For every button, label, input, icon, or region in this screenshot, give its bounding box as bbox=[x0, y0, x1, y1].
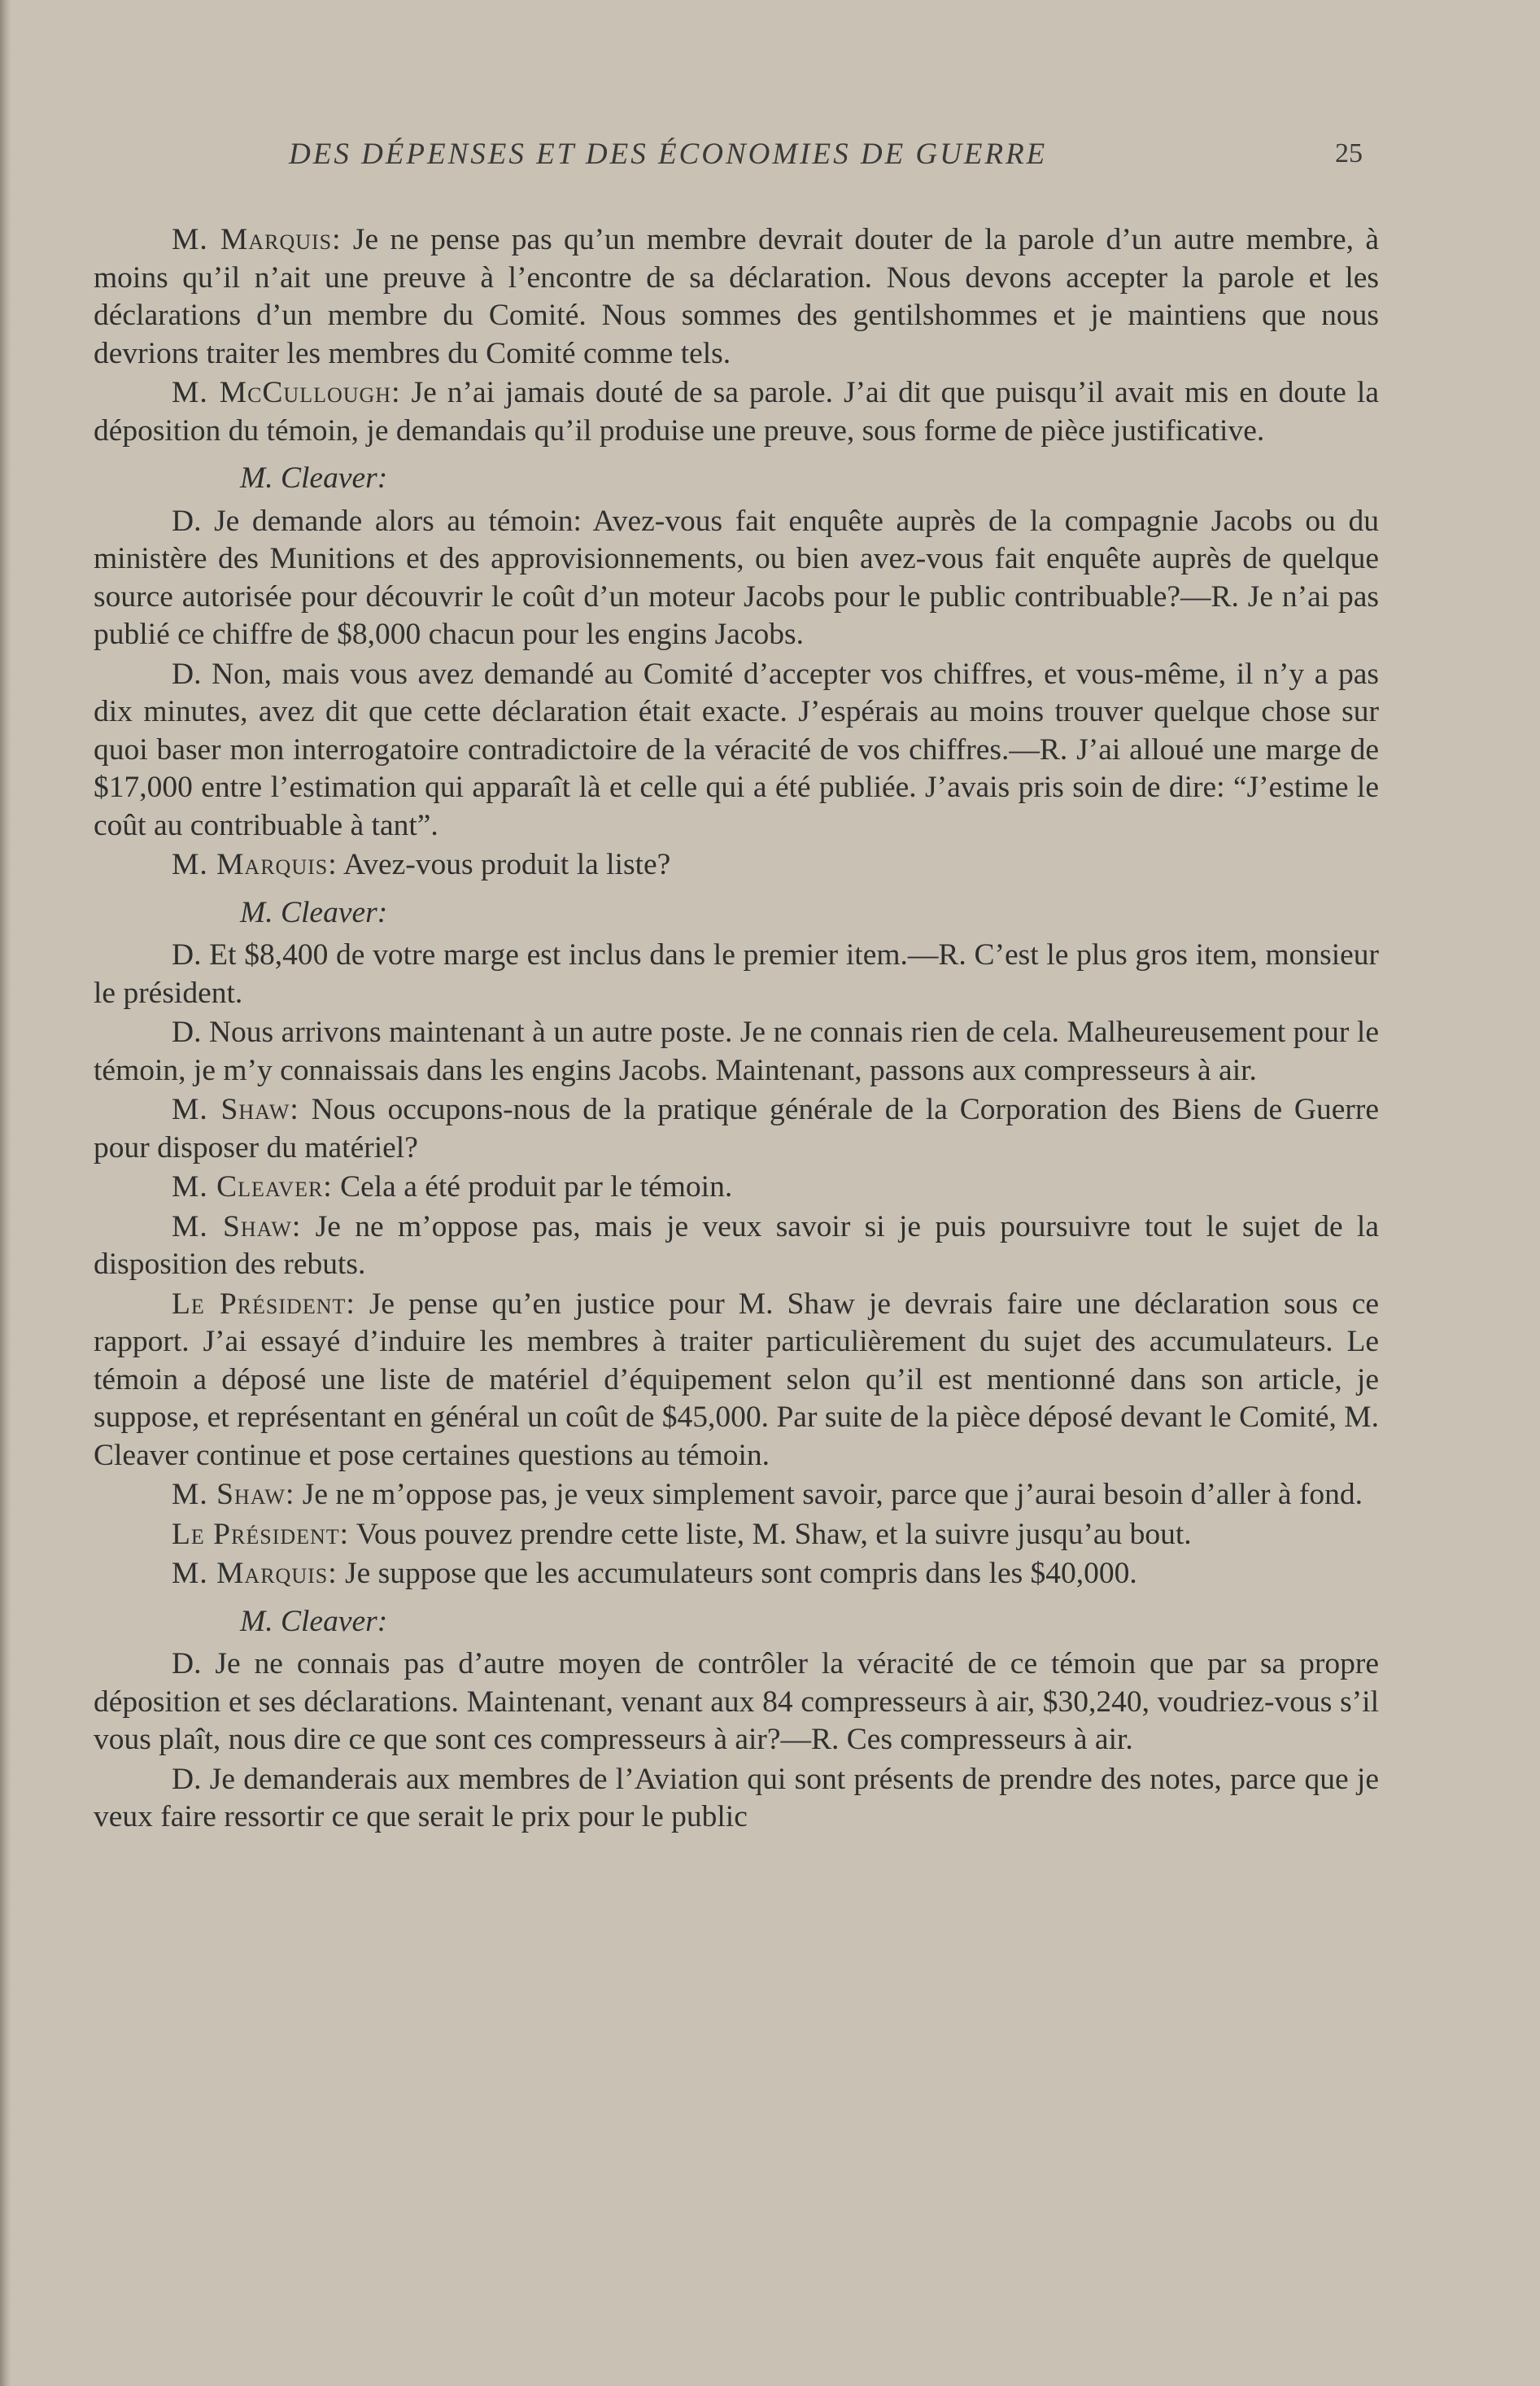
paragraph: D. Non, mais vous avez demandé au Comité d’accepter vos chiffres, et vous-même, il n’y a pas dix minutes, avez dit que cette déclaration était exacte. J’espérais au moins trouver quelque chose sur quoi baser mon interrogatoire contradictoire de la véracité de vos chiffres.—R. J’ai alloué une marge de $17,000 entre l’estimation qui apparaît là et celle qui a été publiée. J’avais pris soin de dire: “J’estime le coût au contribuable à tant”. bbox=[94, 657, 1379, 842]
section-label: M. Cleaver: bbox=[240, 1604, 388, 1638]
speaker-name: M. Marquis: bbox=[172, 223, 342, 256]
paragraph-text: Cela a été produit par le témoin. bbox=[332, 1170, 733, 1204]
paragraph-text: Je suppose que les accumulateurs sont compris dans les $40,000. bbox=[337, 1557, 1137, 1590]
paragraph bbox=[94, 1169, 1379, 1207]
paragraph bbox=[94, 1091, 1379, 1167]
paragraph: D. Et $8,400 de votre marge est inclus dans le premier item.—R. C’est le plus gros item, monsieur le président. bbox=[94, 938, 1379, 1010]
section-label: M. Cleaver: bbox=[240, 895, 388, 929]
speaker-name: Le Président: bbox=[172, 1287, 356, 1321]
paragraph bbox=[94, 1208, 1379, 1284]
paragraph bbox=[94, 374, 1379, 450]
paragraph bbox=[94, 1286, 1379, 1475]
paragraph bbox=[94, 221, 1379, 373]
paragraph-text: Je n’ai jamais douté de sa parole. J’ai dit que puisqu’il avait mis en doute la déposition du témoin, je demandais qu’il produise une preuve, sous forme de pièce justificative. bbox=[94, 376, 1379, 448]
paragraph-text: Avez-vous produit la liste? bbox=[337, 848, 671, 881]
speaker-name: M. Cleaver: bbox=[172, 1170, 333, 1204]
speaker-name: M. Shaw: bbox=[172, 1209, 302, 1243]
running-title: DES DÉPENSES ET DES ÉCONOMIES DE GUERRE bbox=[289, 138, 1048, 171]
paragraph-text: Vous pouvez prendre cette liste, M. Shaw, et la suivre jusqu’au bout. bbox=[349, 1517, 1192, 1551]
paragraph: D. Je demande alors au témoin: Avez-vous fait enquête auprès de la compagnie Jacobs ou du ministère des Munitions et des approvisionnements, ou bien avez-vous fait enquête auprès de quelque source autorisée pour découvrir le coût d’un moteur Jacobs pour le public contribuable?—R. Je n’ai pas publié ce chiffre de $8,000 chacun pour les engins Jacobs. bbox=[94, 504, 1379, 651]
body-text bbox=[94, 221, 1379, 1838]
paragraph bbox=[94, 1476, 1379, 1514]
page-number: 25 bbox=[1335, 138, 1363, 168]
paragraph: D. Nous arrivons maintenant à un autre poste. Je ne connais rien de cela. Malheureusement pour le témoin, je m’y connaissais dans les engins Jacobs. Maintenant, passons aux compresseurs à air. bbox=[94, 1016, 1379, 1087]
paragraph-text: Je pense qu’en justice pour M. Shaw je devrais faire une déclaration sous ce rapport. J’ai essayé d’induire les membres à traiter particulièrement du sujet des accumulateurs. Le témoin a déposé une liste de matériel d’équipement selon qu’il est mentionné dans son article, je suppose, et représentant en général un coût de $45,000. Par suite de la pièce déposé devant le Comité, M. Cleaver continue et pose certaines questions au témoin. bbox=[94, 1287, 1379, 1472]
paragraph: D. Je ne connais pas d’autre moyen de contrôler la véracité de ce témoin que par sa propre déposition et ses déclarations. Maintenant, venant aux 84 compresseurs à air, $30,240, voudriez-vous s’il vous plaît, nous dire ce que sont ces compresseurs à air?—R. Ces compresseurs à air. bbox=[94, 1647, 1379, 1756]
paragraph-text: Nous occupons-nous de la pratique générale de la Corporation des Biens de Guerre pour disposer du matériel? bbox=[94, 1093, 1379, 1165]
speaker-name: M. Marquis: bbox=[172, 848, 338, 881]
paragraph bbox=[94, 1555, 1379, 1593]
paragraph-text: Je ne m’oppose pas, mais je veux savoir si je puis poursuivre tout le sujet de la disposition des rebuts. bbox=[94, 1209, 1379, 1281]
paragraph bbox=[94, 846, 1379, 885]
page-spine-shadow bbox=[0, 0, 11, 2386]
section-label: M. Cleaver: bbox=[240, 461, 388, 495]
paragraph-text: Je ne m’oppose pas, je veux simplement savoir, parce que j’aurai besoin d’aller à fond. bbox=[294, 1478, 1363, 1511]
speaker-name: M. Shaw: bbox=[172, 1093, 299, 1126]
paragraph bbox=[94, 1516, 1379, 1554]
speaker-name: M. McCullough: bbox=[172, 376, 401, 409]
speaker-name: Le Président: bbox=[172, 1517, 350, 1551]
paragraph-text: Je ne pense pas qu’un membre devrait douter de la parole d’un autre membre, à moins qu’il n’ait une preuve à l’encontre de sa déclaration. Nous devons accepter la parole et les déclarations d’un membre du Comité. Nous sommes des gentilshommes et je maintiens que nous devrions traiter les membres du Comité comme tels. bbox=[94, 223, 1379, 370]
paragraph: D. Je demanderais aux membres de l’Aviation qui sont présents de prendre des notes, parce que je veux faire ressortir ce que serait le prix pour le public bbox=[94, 1762, 1379, 1833]
speaker-name: M. Marquis: bbox=[172, 1557, 338, 1590]
page-header bbox=[289, 137, 1363, 186]
speaker-name: M. Shaw: bbox=[172, 1478, 295, 1511]
